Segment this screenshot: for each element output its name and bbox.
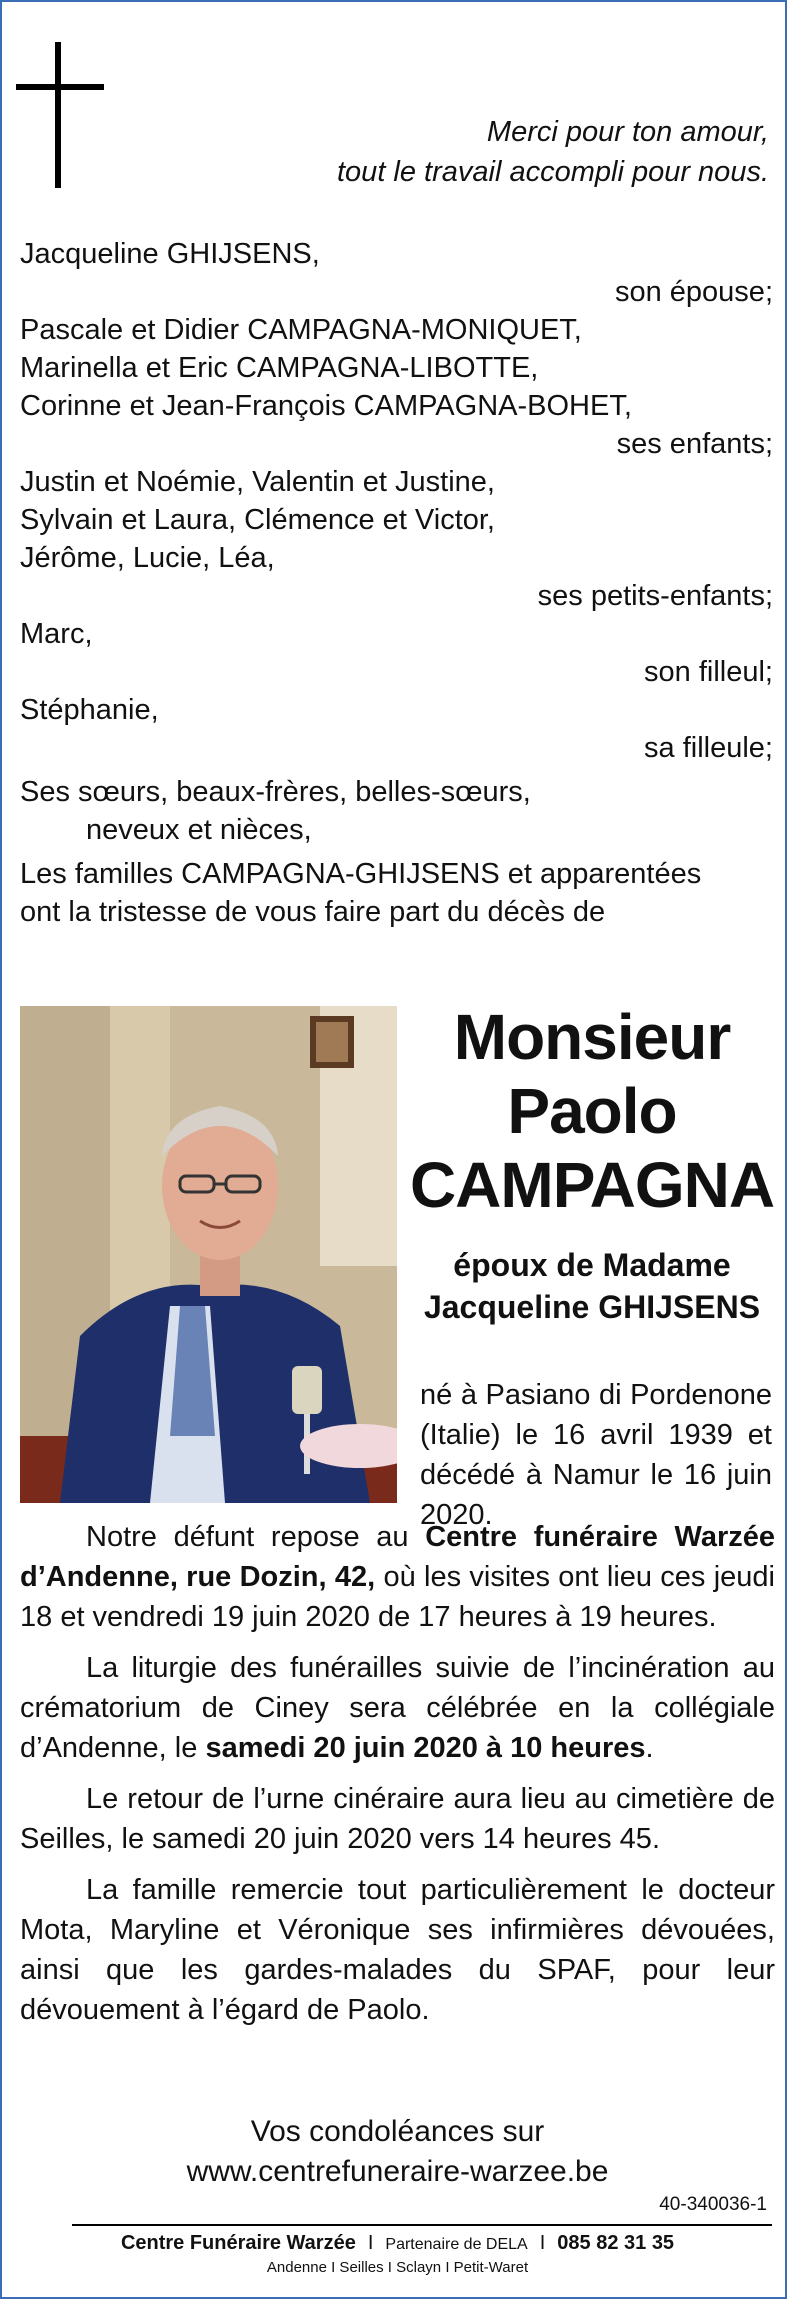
paragraph-liturgy [20,1648,775,1768]
footer-locations: Andenne I Seilles I Sclayn I Petit-Waret [266,2259,529,2276]
condolences-text: Vos condoléances sur [250,2115,545,2148]
paragraph-visitation [20,1517,775,1637]
deceased-last-name: CAMPAGNA [409,1149,775,1221]
motto-line: Merci pour ton amour, [486,116,769,148]
deceased-first-name: Paolo [507,1075,677,1147]
announcement-line: ont la tristesse de vous faire part du décès de [20,896,606,928]
grandchild-line: Jérôme, Lucie, Léa, [20,542,275,574]
paragraph-text: La liturgie des funérailles suivie de l’incinération au crématorium de Ciney sera célébrée en la collégiale d’Andenne, le [20,1652,775,1764]
godson-name: Marc, [20,618,93,650]
footer-divider [72,2224,772,2226]
paragraph-text: Notre défunt repose au [86,1521,426,1553]
families-line: Les familles CAMPAGNA-GHIJSENS et apparentées [20,858,702,890]
paragraph-text: où les visites ont lieu ces jeudi 18 et vendredi 19 juin 2020 de 17 heures à 19 heures. [20,1561,775,1633]
children-role: ses enfants; [616,428,773,460]
deceased-title: Monsieur [453,1001,731,1073]
siblings-line: Ses sœurs, beaux-frères, belles-sœurs, [20,776,531,808]
motto [129,112,769,192]
siblings-line: neveux et nièces, [86,814,312,846]
goddaughter-role: sa filleule; [644,732,773,764]
grandchild-line: Justin et Noémie, Valentin et Justine, [20,466,495,498]
child-line: Marinella et Eric CAMPAGNA-LIBOTTE, [20,352,539,384]
spouse-line: époux de Madame [453,1247,731,1283]
ceremony-date: samedi 20 juin 2020 à 10 heures [205,1732,646,1764]
spouse-line: Jacqueline GHIJSENS [423,1289,761,1325]
family-list [20,235,773,931]
child-line: Pascale et Didier CAMPAGNA-MONIQUET, [20,314,582,346]
service-details [20,1517,775,2041]
motto-line: tout le travail accompli pour nous. [337,156,769,188]
phone-number[interactable]: 085 82 31 35 [557,2232,675,2254]
wife-role: son épouse; [614,276,773,308]
cross-icon [16,42,104,188]
condolences-website[interactable]: www.centrefuneraire-warzee.be [186,2155,609,2188]
paragraph-thanks: La famille remercie tout particulièrement le docteur Mota, Maryline et Véronique ses infirmières dévouées, ainsi que les gardes-malades du SPAF, pour leur dévouement à l’égard de Paolo. [20,1874,775,2026]
wife-name: Jacqueline GHIJSENS, [20,238,320,270]
deceased-name-block [407,1000,777,1328]
grandchildren-role: ses petits-enfants; [537,580,773,612]
company-name: Centre Funéraire Warzée [120,2232,356,2254]
birth-death-info: né à Pasiano di Pordenone (Italie) le 16 avril 1939 et décédé à Namur le 16 juin 2020. [420,1379,772,1531]
paragraph-urn: Le retour de l’urne cinéraire aura lieu au cimetière de Seilles, le samedi 20 juin 2020 vers 14 heures 45. [20,1783,775,1855]
portrait-photo [20,1006,397,1503]
partner-text: Partenaire de DELA [385,2236,528,2253]
child-line: Corinne et Jean-François CAMPAGNA-BOHET, [20,390,632,422]
godson-role: son filleul; [644,656,773,688]
funeral-home-address: Centre funéraire Warzée d’Andenne, rue Dozin, 42, [20,1521,775,1593]
goddaughter-name: Stéphanie, [20,694,159,726]
paragraph-text: . [645,1732,654,1764]
reference-number: 40-340036-1 [659,2194,767,2215]
condolences [20,2112,775,2192]
footer: Centre Funéraire Warzée I Partenaire de DELA I 085 82 31 35 [120,2232,675,2254]
grandchild-line: Sylvain et Laura, Clémence et Victor, [20,504,495,536]
